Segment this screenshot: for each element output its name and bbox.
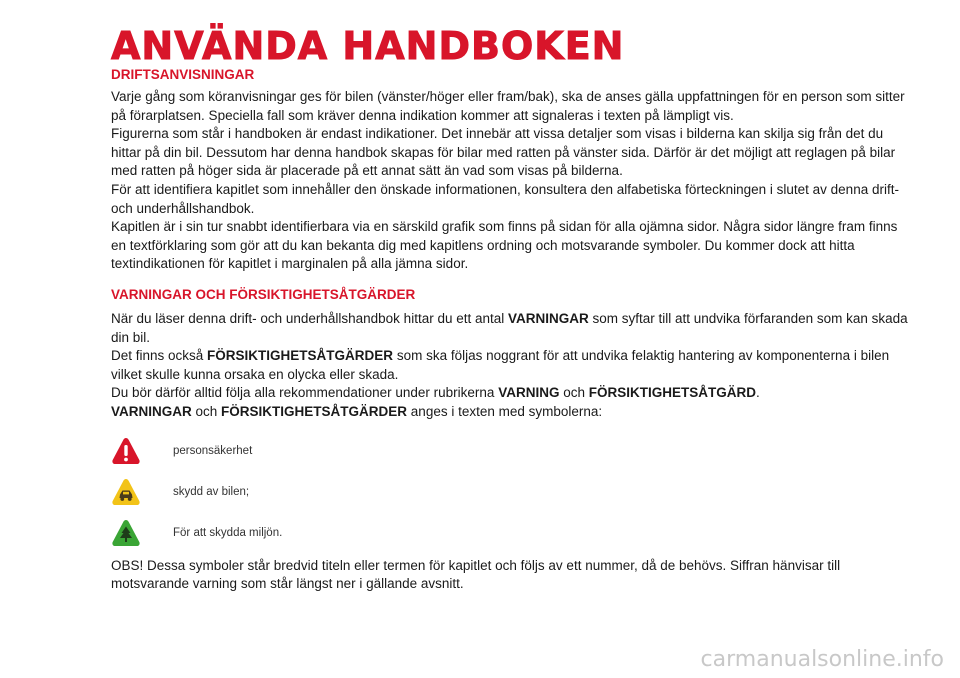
warning-personal-safety-icon [111,436,141,466]
symbol-list [111,434,911,551]
symbol-label: personsäkerhet [173,445,253,457]
symbol-label: För att skydda miljön. [173,527,283,539]
symbol-label: skydd av bilen; [173,486,250,498]
symbol-item [111,516,911,551]
page-content [111,26,911,594]
paragraph: VARNINGAR och FÖRSIKTIGHETSÅTGÄRDER anges i texten med symbolerna: [111,403,603,419]
section-heading-varningar: VARNINGAR OCH FÖRSIKTIGHETSÅTGÄRDER [111,286,416,302]
paragraph: Kapitlen är i sin tur snabbt identifierbara via en särskild grafik som finns på sidan för alla ojämna sidor. Några sidor längre fram finns en textförklaring som gör att du kan bekanta dig med kapitlens ordning och motsvarande symboler. Du kommer dock att hitta textindikationen för kapitlet i marginalen på alla jämna sidor. [111,219,898,272]
paragraph: Figurerna som står i handboken är endast indikationer. Det innebär att vissa detaljer som visas i bilderna kan skilja sig från det du hittar på din bil. Dessutom har denna handbok skapas för bilar med ratten på vänster sida. Därför är det möjligt att reglagen på bilar med ratten på höger sida är placerade på ett annat sätt än vad som visas på bilderna. [111,126,896,179]
watermark: carmanualsonline.info [700,647,944,672]
environment-tree-icon [111,518,141,548]
paragraph: När du läser denna drift- och underhållshandbok hittar du ett antal VARNINGAR som syftar till att undvika förfaranden som kan skada din bil. [111,310,908,345]
obs-note: OBS! Dessa symboler står bredvid titeln eller termen för kapitlet och följs av ett nummer, då de behövs. Siffran hänvisar till motsvarande varning som står längst ner i gällande avsnitt. [111,557,841,592]
page-title: ANVÄNDA HANDBOKEN [111,24,625,68]
section-heading-driftsanvisningar: DRIFTSANVISNINGAR [111,67,255,82]
car-protection-icon [111,477,141,507]
paragraph: För att identifiera kapitlet som innehåller den önskade informationen, konsultera den alfabetiska förteckningen i slutet av denna drift- och underhållshandbok. [111,181,899,216]
symbol-item [111,434,911,469]
paragraph: Du bör därför alltid följa alla rekommendationer under rubrikerna VARNING och FÖRSIKTIGHETSÅTGÄRD. [111,385,760,401]
symbol-item [111,475,911,510]
paragraph: Det finns också FÖRSIKTIGHETSÅTGÄRDER som ska följas noggrant för att undvika felaktig hantering av komponenterna i bilen vilket skulle kunna orsaka en olycka eller skada. [111,348,890,382]
paragraph: Varje gång som köranvisningar ges för bilen (vänster/höger eller fram/bak), ska de anses gälla uppfattningen för en person som sitter på förarplatsen. Speciella fall som kräver denna indikation kommer att signaleras i texten på lämpligt vis. [111,89,905,123]
